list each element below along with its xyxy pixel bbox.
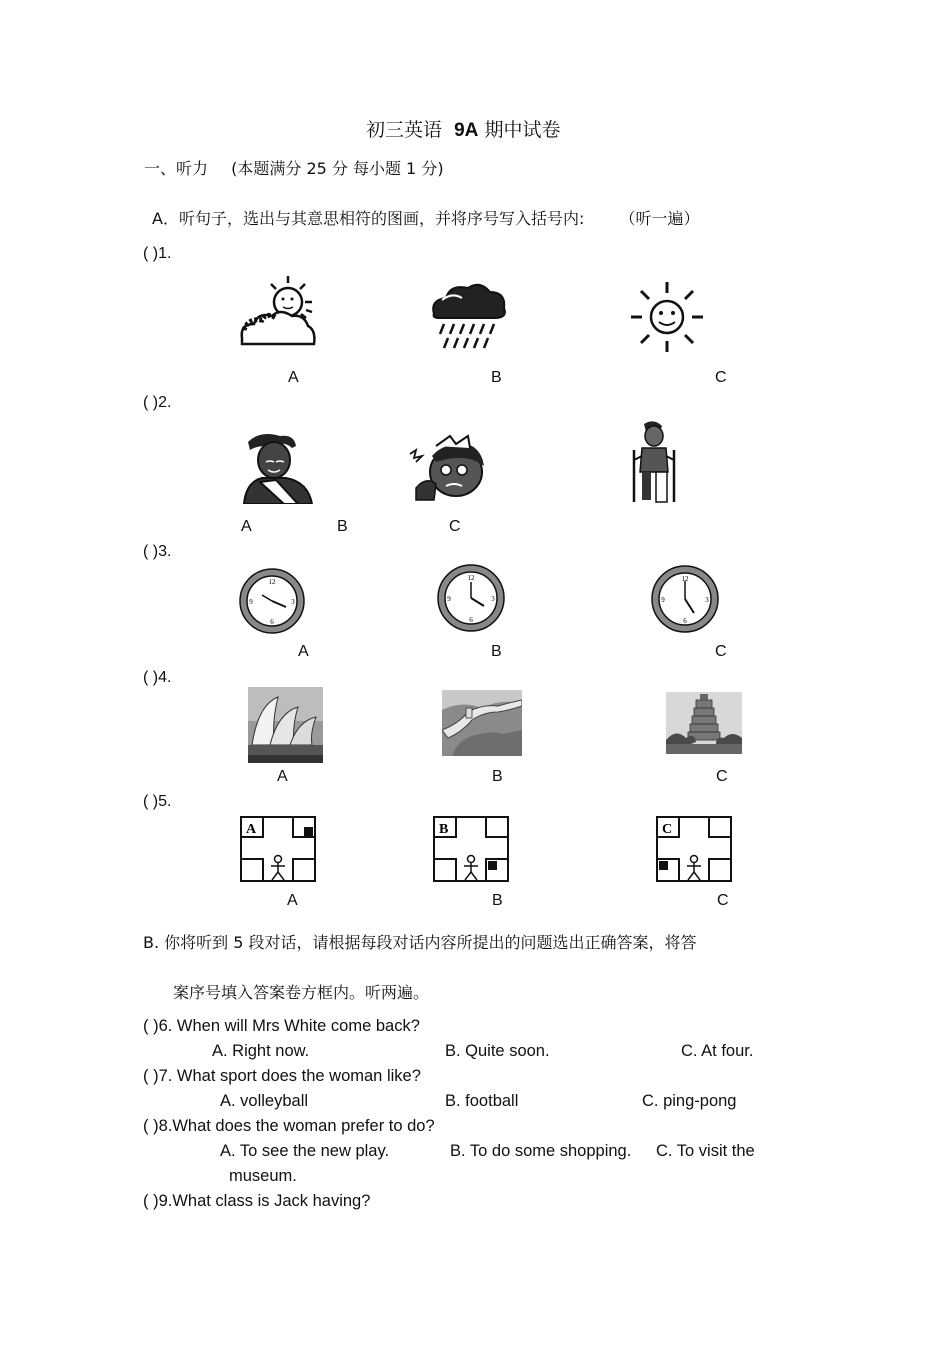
q8-option-c: C. To visit the (656, 1142, 755, 1160)
leg-in-cast-icon (628, 420, 680, 504)
part-a-note: （听一遍） (619, 209, 700, 228)
title-code: 9A (454, 120, 479, 141)
q1-label-b: B (491, 369, 502, 386)
part-b-instruction-line2: 案序号填入答案卷方框内。听两遍。 (173, 983, 430, 1002)
q6-option-c: C. At four. (681, 1042, 754, 1060)
part-a-instruction (152, 206, 699, 229)
svg-text:3: 3 (291, 598, 295, 606)
svg-text:6: 6 (683, 617, 687, 625)
question-3-number: ( )3. (143, 543, 172, 560)
question-6: ( )6. When will Mrs White come back? (143, 1017, 420, 1035)
svg-text:9: 9 (249, 598, 253, 606)
question-4-number: ( )4. (143, 669, 172, 686)
great-wall-photo (442, 690, 522, 756)
q5-label-c: C (717, 892, 729, 909)
section-heading (144, 156, 444, 179)
svg-text:6: 6 (469, 616, 473, 624)
q1-label-a: A (288, 369, 299, 386)
q6-option-b: B. Quite soon. (445, 1042, 550, 1060)
arm-in-sling-icon (240, 430, 316, 504)
question-5-number: ( )5. (143, 793, 172, 810)
question-1-number: ( )1. (143, 245, 172, 262)
q7-option-b: B. football (445, 1092, 519, 1110)
q7-option-a: A. volleyball (220, 1092, 309, 1110)
q3-label-a: A (298, 643, 309, 660)
rain-cloud-icon (428, 280, 508, 352)
q4-label-c: C (716, 768, 728, 785)
room-plan-c-letter: C (662, 822, 673, 837)
q4-label-a: A (277, 768, 288, 785)
title-suffix: 期中试卷 (484, 119, 561, 141)
question-8: ( )8.What does the woman prefer to do? (143, 1117, 435, 1135)
q2-label-a: A (241, 518, 252, 535)
room-plan-a (238, 814, 318, 884)
q8-option-c-continuation: museum. (229, 1167, 297, 1185)
clock-icon (436, 562, 506, 634)
room-plan-c (654, 814, 734, 884)
svg-text:9: 9 (447, 595, 451, 603)
room-plan-b-letter: B (439, 822, 449, 837)
section-heading-label: 一、听力 (144, 159, 209, 178)
q1-label-c: C (715, 369, 727, 386)
svg-text:12: 12 (681, 575, 689, 583)
room-plan-a-letter: A (246, 822, 257, 837)
svg-text:3: 3 (491, 595, 495, 603)
clock-icon (238, 567, 306, 635)
svg-text:12: 12 (467, 574, 475, 582)
q2-label-c: C (449, 518, 461, 535)
question-9: ( )9.What class is Jack having? (143, 1192, 371, 1210)
section-score-note: (本题满分 25 分 每小题 1 分) (231, 159, 444, 178)
svg-text:6: 6 (270, 618, 274, 626)
q2-label-b: B (337, 518, 348, 535)
part-a-text: A．听句子，选出与其意思相符的图画，并将序号写入括号内: (152, 209, 585, 228)
q6-option-a: A. Right now. (212, 1042, 310, 1060)
question-2-number: ( )2. (143, 394, 172, 411)
title-prefix: 初三英语 (366, 119, 443, 141)
q7-option-c: C. ping-pong (642, 1092, 737, 1110)
clock-icon (650, 563, 720, 635)
q5-label-a: A (287, 892, 298, 909)
q3-label-b: B (491, 643, 502, 660)
sydney-opera-house-photo (248, 687, 323, 763)
smiling-sun-icon (628, 280, 706, 354)
sun-behind-clouds-icon (238, 272, 318, 354)
svg-text:12: 12 (268, 578, 276, 586)
q8-option-a: A. To see the new play. (220, 1142, 390, 1160)
big-wild-goose-pagoda-photo (666, 692, 742, 754)
svg-text:9: 9 (661, 596, 665, 604)
room-plan-b (431, 814, 511, 884)
headache-icon (406, 432, 490, 504)
q3-label-c: C (715, 643, 727, 660)
q8-option-b: B. To do some shopping. (450, 1142, 632, 1160)
question-7: ( )7. What sport does the woman like? (143, 1067, 421, 1085)
svg-text:3: 3 (705, 596, 709, 604)
page-title (366, 115, 560, 142)
part-b-instruction-line1: B. 你将听到 5 段对话，请根据每段对话内容所提出的问题选出正确答案，将答 (143, 933, 697, 952)
q4-label-b: B (492, 768, 503, 785)
q5-label-b: B (492, 892, 503, 909)
